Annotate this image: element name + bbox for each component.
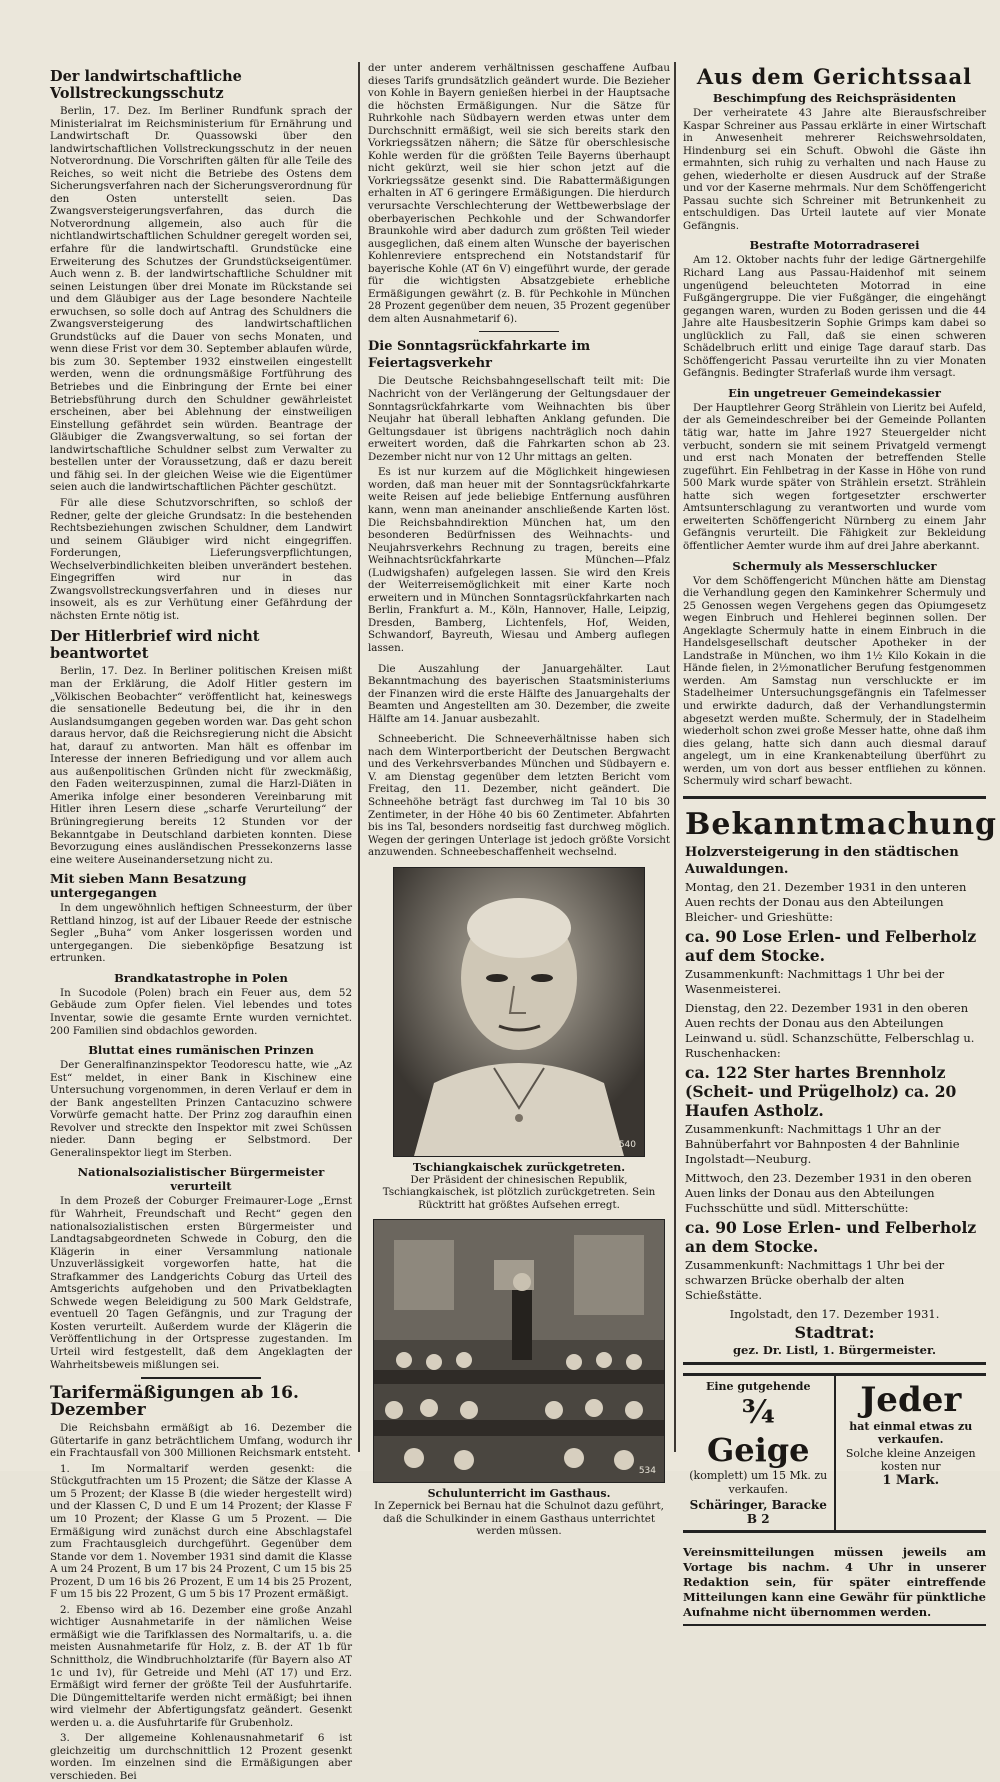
article-paragraph: Am 12. Oktober nachts fuhr der ledige Gärtnergehilfe Richard Lang aus Passau-Haidenhof mit seinem ungenügend beleuchteten Motorrad in eine Fußgängergruppe. Die vier Fußgänger, die eingehängt gegangen waren, wurden zu Boden gerissen und die 44 Jahre alte Hausbesitzerin Sophie Grimps kam dabei so unglücklich zu Fall, daß sie einen schweren Schädelbruch erlitt und einige Tage darauf starb. Das Schöffengericht Passau verurteilte ihn zu vier Monaten Gefängnis. Bedingter Straferlaß wurde ihm versagt. bbox=[683, 254, 986, 380]
divider bbox=[141, 1377, 261, 1379]
announcement-box bbox=[683, 796, 998, 1365]
column-2 bbox=[368, 62, 670, 1538]
article-paragraph: 3. Der allgemeine Kohlenausnahmetarif 6 ist gleichzeitig um durchschnittlich 12 Prozent gesenkt worden. Im einzelnen sind die Ermäßigungen aber verschieden. Bei bbox=[50, 1732, 352, 1782]
photo-number: 540 bbox=[618, 1139, 636, 1150]
classified-ads bbox=[683, 1373, 986, 1534]
article-headline: Die Sonntagsrückfahrkarte im Feiertagsverkehr bbox=[368, 339, 591, 372]
article-headline: Bluttat eines rumänischen Prinzen bbox=[88, 1043, 314, 1058]
article-paragraph: Für alle diese Schutzvorschriften, so schloß der Redner, gelte der gleiche Grundsatz: In die bestehenden Rechtsbeziehungen zwischen Schuldner, dem Landwirt und seinem Gläubiger wird nicht eingegriffen. Forderungen, Lieferungsverpflichtungen, Wechselverbindlichkeiten bleiben unverändert bestehen. Eingegriffen wird nur in das Zwangsvollstreckungsverfahren und in dieses nur insoweit, als es zur Verhütung einer Gefährdung der nächsten Ernte nötig ist. bbox=[50, 496, 352, 622]
ad-line: 1 Mark. bbox=[882, 1472, 940, 1488]
ad-line: Schäringer, Baracke B 2 bbox=[689, 1498, 827, 1526]
article-paragraph: Der verheiratete 43 Jahre alte Bierausfschreiber Kaspar Schreiner aus Passau erklärte in einer Wirtschaft in Anwesenheit mehrerer Reichswehrsoldaten, Hindenburg sei ein Schuft. Obwohl die Gäste ihn ermahnten, sich ruhig zu verhalten und nach Hause zu gehen, wiederholte er diesen Ausdruck auf der Straße und vor der Kaserne mehrmals. Nur dem Schöffengericht Passau suchte sich Schreiner mit Betrunkenheit zu entschuldigen. Das Urteil lautete auf vier Monate Gefängnis. bbox=[683, 107, 986, 232]
notice-text: Vereinsmitteilungen müssen jeweils am Vortage bis nachm. 4 Uhr in unserer Redaktion sein, für später eintreffende Mitteilungen kann eine Gewähr für pünktliche Aufnahme nicht übernommen werden. bbox=[683, 1545, 986, 1626]
article-paragraph: In dem Prozeß der Coburger Freimaurer-Loge „Ernst für Wahrheit, Freundschaft und Recht“ gegen den nationalsozialistischen ersten Bürgermeister und Landtagsabgeordneten Schwede in Coburg, den die Klägerin in einer Versammlung nationale Unzuverlässigkeit vorgeworfen hatte, hat die Strafkammer des Landgerichts Coburg das Urteil des Amtsgerichts aufgehoben und den Privatbeklagten Schwede wegen Beleidigung zu 500 Mark Geldstrafe, eventuell 20 Tagen Gefängnis, und zur Tragung der Kosten verurteilt. Außerdem wurde der Klägerin die Veröffentlichung in der Ortspresse zugestanden. Im Urteil wird festgestellt, daß dem Angeklagten der Wahrheitsbeweis mißlungen sei. bbox=[50, 1195, 352, 1371]
article-paragraph: Berlin, 17. Dez. In Berliner politischen Kreisen mißt man der Erklärung, die Adolf Hitler gestern im „Völkischen Beobachter“ veröffentlicht hat, keineswegs die sensationelle Bedeutung bei, die ihr in den Auslandsumgangen gegeben worden war. Das geht schon daraus hervor, daß die Reichsregierung nicht die Absicht hat, darauf zu antworten. Man hält es offenbar im Interesse der inneren Befriedigung und vor allem auch aus außenpolitischen Gründen nicht für zweckmäßig, den Faden weiterzuspinnen, zumal die Harzl-Diäten in Amerika infolge einer besonderen Vereinbarung mit Hitler ihren Lesern diese „scharfe Verurteilung“ der Brüningregierung bereits 12 Stunden vor der Bekanntgabe in Deutschland darbieten konnten. Diese Bevorzugung eines ausländischen Pressekonzerns lasse eine weitere Auseinandersetzung nicht zu. bbox=[50, 665, 352, 866]
photo-title: Tschiangkaischek zurückgetreten. bbox=[412, 1160, 626, 1174]
article-headline: Der Hitlerbrief wird nicht beantwortet bbox=[50, 628, 260, 663]
article-headline: Brandkatastrophe in Polen bbox=[114, 970, 288, 985]
small-ads-ad bbox=[834, 1376, 987, 1531]
article-paragraph: Berlin, 17. Dez. Im Berliner Rundfunk sprach der Ministerialrat im Reichsministerium für Ernährung und Landwirtschaft Dr. Quassowski über den landwirtschaftlichen Vollstreckungsschutz in der neuen Notverordnung. Die Vorschriften gälten für alle Teile des Reiches, so weit nicht die Betriebe des Ostens dem Sicherungsverfahren nach der Sicherungsverordnung für den Osten unterstellt seien. Das Zwangsversteigerungsverfahren, das durch die Notverordnung allgemein, also auch für die nichtlandwirtschaftlichen Schuldner geregelt worden sei, erfahre für die landwirtschaftl. Grundstücke eine Erweiterung des Schutzes der Grundstückseigentümer. Auch wenn z. B. der landwirtschaftliche Schuldner mit seinen Leistungen über drei Monate im Rückstande sei und dem Gläubiger aus der Lage besondere Nachteile erwuchsen, so solle doch auf Antrag des Schuldners die Zwangsversteigerung des landwirtschaftlichen Grundstücks auf die Dauer von sechs Monaten, und wenn diese Frist vor dem 30. September ablaufen würde, bis zum 30. September 1932 einstweilen eingestellt werden, wenn die ordnungsmäßige Fortführung des Betriebes und die Einbringung der Ernte bei einer Betriebsführung durch den Schuldner gewährleistet erscheinen, aber bei Ablehnung der einstweiligen Einstellung gefährdet sein würden. Beantrage der Gläubiger die Zwangsverwaltung, so sei fortan der landwirtschaftliche Schuldner selbst zum Verwalter zu bestellen unter der Voraussetzung, daß er dazu bereit und fähig sei. In der gleichen Weise wie die Eigentümer seien auch die landwirtschaftlichen Pächter geschützt. bbox=[50, 105, 352, 494]
announcement-line: Mittwoch, den 23. Dezember 1931 in den oberen Auen links der Donau aus den Abteilungen Fuchsschütte und südl. Mitterschütte: bbox=[685, 1170, 972, 1215]
ad-line: Eine gutgehende bbox=[705, 1379, 811, 1393]
article-headline: Mit sieben Mann Besatzung untergegangen bbox=[50, 871, 247, 901]
article-headline: Beschimpfung des Reichspräsidenten bbox=[712, 91, 957, 105]
article-paragraph: der unter anderem verhältnissen geschaffene Aufbau dieses Tarifs grundsätzlich geändert wurde. Die Bezieher von Kohle in Bayern genießen hierbei in der Hauptsache die höchsten Ermäßigungen. Nur die Sätze für Ruhrkohle nach Südbayern werden etwas unter dem Durchschnitt ermäßigt, weil sie sich bereits stark den Vorkriegssätzen nähern; die Sätze für oberschlesische Kohle werden für die größten Teile Bayerns überhaupt nicht gekürzt, weil sie hier schon jetzt auf die Vorkriegssätze gesenkt sind. Die Rabattermäßigungen erhalten in AT 6 geringere Ermäßigungen. Die hierdurch verursachte Verschlechterung der Wettbewerbslage der oberbayerischen Pechkohle und der Schwandorfer Braunkohle wird aber dadurch zum größten Teil wieder ausgeglichen, daß einem alten Wunsche der bayerischen Kohlenreviere entsprechend ein Notstandstarif für bayerische Kohle (AT 6n V) eingeführt wurde, der gerade für die wichtigsten Absatzgebiete erhebliche Ermäßigungen gewährt (z. B. für Pechkohle in München 28 Prozent gegenüber dem neuen, 35 Prozent gegenüber dem alten Ausnahmetarif 6). bbox=[368, 62, 670, 325]
announcement-line: ca. 90 Lose Erlen- und Felberholz an dem Stocke. bbox=[685, 1217, 977, 1256]
article-paragraph: Schneebericht. Die Schneeverhältnisse haben sich nach dem Winterportbericht der Deutschen Bergwacht und des Verkehrsverbandes München und Südbayern e. V. am Dienstag gegenüber dem letzten Bericht vom Freitag, den 11. Dezember, nicht geändert. Die Schneehöhe beträgt fast durchweg im Tal 10 bis 30 Zentimeter, in der Höhe 40 bis 60 Zentimeter. Abfahrten bis ins Tal, besonders nordseitig fast durchweg möglich. Wegen der geringen Unterlage ist jedoch größte Vorsicht anzuwenden. Schneebeschaffenheit wechselnd. bbox=[368, 733, 670, 859]
classroom-illustration bbox=[374, 1220, 664, 1482]
article-headline: Tarifermäßigungen ab 16. Dezember bbox=[50, 1383, 299, 1421]
article-paragraph: 1. Im Normaltarif werden gesenkt: die Stückgutfrachten um 15 Prozent; die Sätze der Klasse A um 5 Prozent; der Klasse B (die wieder hergestellt wird) und der Klassen C, D und E um 14 Prozent; der Klasse F um 10 Prozent; der Klasse G um 5 Prozent. — Die Ermäßigung wird zunächst durch eine Abschlagstafel zum Frachtausgleich durchgeführt. Gegenüber dem Stande vor dem 1. November 1931 sind damit die Klasse A um 24 Prozent, B um 17 bis 24 Prozent, C um 15 bis 25 Prozent, D um 16 bis 26 Prozent, E um 14 bis 25 Prozent, F um 15 bis 22 Prozent, G um 5 bis 17 Prozent ermäßigt. bbox=[50, 1462, 352, 1601]
portrait-illustration bbox=[394, 868, 644, 1156]
article-headline: Nationalsozialistischer Bürgermeister verurteilt bbox=[77, 1165, 325, 1194]
announcement-line: Zusammenkunft: Nachmittags 1 Uhr bei der schwarzen Brücke oberhalb der alten Schießstätte. bbox=[685, 1257, 945, 1302]
announcement-line: Dienstag, den 22. Dezember 1931 in den oberen Auen rechts der Donau aus den Abteilungen Leinwand u. südl. Schanzschütte, Felberschlag u. Ruschenhacken: bbox=[685, 1000, 975, 1060]
article-headline: Bestrafte Motorradraserei bbox=[749, 238, 920, 253]
article-headline: Ein ungetreuer Gemeindekassier bbox=[728, 385, 941, 400]
article-paragraph: In Sucodole (Polen) brach ein Feuer aus, dem 52 Gebäude zum Opfer fielen. Viel lebendes und totes Inventar, sowie die gesamte Ernte wurden vernichtet. 200 Familien sind obdachlos geworden. bbox=[50, 986, 352, 1037]
article-paragraph: Vor dem Schöffengericht München hätte am Dienstag die Verhandlung gegen den Kaminkehrer Schermuly und 25 Genossen wegen Vergehens gegen das Opiumgesetz wegen Einbruch und Hehlerei beginnen sollen. Der Angeklagte Schermuly hatte in einem Einbruch in die Handelsgesellschaft deutscher Apotheker in der Landstraße in München, wo ihm 1½ Kilo Kokain in die Hände fielen, in 2½monatlicher Berufung festgenommen werden. Am Samstag nun verschluckte er im Stadelheimer Untersuchungsgefängnis ein Tafelmesser und erwirkte dadurch, daß der Verhandlungstermin abgesetzt werden mußte. Schermuly, der in Stadelheim wiederholt schon zwei große Messer hatte, ohne daß ihm dies gelang, hatte sich dann auch diesmal darauf angelegt, um in eine Krankenabteilung überführt zu werden, um von dort aus besser entfliehen zu können. Schermuly wird scharf bewacht. bbox=[683, 574, 986, 788]
announcement-line: ca. 122 Ster hartes Brennholz (Scheit- und Prügelholz) ca. 20 Haufen Astholz. bbox=[685, 1062, 957, 1120]
announcement-line: Montag, den 21. Dezember 1931 in den unteren Auen rechts der Donau aus den Abteilungen Bleicher- und Grieshütte: bbox=[685, 879, 967, 924]
article-paragraph: Es ist nur kurzem auf die Möglichkeit hingewiesen worden, daß man heuer mit der Sonntagsrückfahrkarte weite Reisen auf jede beliebige Entfernung ausführen kann, wenn man aneinander anschließende Karten löst. Die Reichsbahndirektion München hat, um den besonderen Bedürfnissen des Weihnachts- und Neujahrsverkehrs Rechnung zu tragen, bereits eine Weihnachtsrückfahrkarte München—Pfalz (Ludwigshafen) aufgelegen lassen. Sie wird den Kreis der Weiterreisemöglichkeit mit einer Karte noch erweitern und in München Sonntagsrückfahrkarten nach Berlin, Frankfurt a. M., Köln, Hannover, Halle, Leipzig, Dresden, Bamberg, Lichtenfels, Hof, Weiden, Schwandorf, Bayreuth, Wiesau und Amberg auflegen lassen. bbox=[368, 466, 670, 654]
ad-line: (komplett) um 15 Mk. zu verkaufen. bbox=[689, 1469, 828, 1496]
ad-word: Geige bbox=[706, 1431, 810, 1470]
announcement-line: Holzversteigerung in den städtischen Auwaldungen. bbox=[685, 844, 959, 877]
article-paragraph: Die Deutsche Reichsbahngesellschaft teilt mit: Die Nachricht von der Verlängerung der Geltungsdauer der Sonntagsrückfahrkarte vom Weihnachten bis über Neujahr hat überall lebhaften Anklang gefunden. Die Geltungsdauer ist übrigens nachträglich noch dahin erweitert worden, daß die Fahrkarten schon ab 23. Dezember nicht nur von 12 Uhr mittags an gelten. bbox=[368, 375, 670, 463]
article-paragraph: Die Auszahlung der Januargehälter. Laut Bekanntmachung des bayerischen Staatsministeriums der Finanzen wird die erste Hälfte des Januargehalts der Beamten und Angestellten am 30. Dezember, die zweite Hälfte am 14. Januar ausbezahlt. bbox=[368, 662, 670, 725]
announcement-line: Zusammenkunft: Nachmittags 1 Uhr an der Bahnüberfahrt vor Bahnposten 4 der Bahnlinie Ingolstadt—Neuburg. bbox=[685, 1121, 960, 1166]
article-paragraph: In dem ungewöhnlich heftigen Schneesturm, der über Rettland hinzog, ist auf der Libauer Reede der estnische Segler „Buha“ vom Anker losgerissen worden und untergegangen. Die siebenköpfige Besatzung ist ertrunken. bbox=[50, 902, 352, 965]
column-rule bbox=[358, 62, 360, 1452]
section-headline: Aus dem Gerichtssaal bbox=[696, 64, 973, 89]
page-header-faded bbox=[30, 30, 990, 58]
article-paragraph: Der Hauptlehrer Georg Strählein von Lieritz bei Aufeld, der als Gemeindeschreiber bei der Gemeinde Pollanten tätig war, hatte im Jahre 1927 Steuergelder nicht verbucht, sondern sie mit seinem Privatgeld vermengt und erst nach Monaten der betreffenden Stelle zugeführt. Ein Fehlbetrag in der Kasse in Höhe von rund 500 Mark wurde später von Strählein ersetzt. Strählein hatte sich wegen fortgesetzter erschwerter Amtsunterschlagung zu verantworten und wurde vom erweiterten Schöffengericht Nürnberg zu einem Jahr Gefängnis verurteilt. Die Fähigkeit zur Bekleidung öffentlicher Aemter wurde ihm auf drei Jahre aberkannt. bbox=[683, 401, 986, 552]
article-headline: Der landwirtschaftliche Vollstreckungsschutz bbox=[50, 68, 242, 102]
photo-caption: Der Präsident der chinesischen Republik, Tschiangkaischek, ist plötzlich zurückgetreten. Sein Rücktritt hat größtes Aufsehen erregt. bbox=[382, 1173, 656, 1211]
classroom-photo bbox=[373, 1219, 665, 1483]
ad-headline: Jeder bbox=[860, 1379, 962, 1420]
ad-headline bbox=[685, 1393, 832, 1469]
photo-title: Schulunterricht im Gasthaus. bbox=[427, 1487, 611, 1501]
ad-line: Solche kleine Anzeigen kosten nur bbox=[845, 1446, 976, 1474]
announcement-line: gez. Dr. Listl, 1. Bürgermeister. bbox=[732, 1342, 937, 1357]
announcement-line: ca. 90 Lose Erlen- und Felberholz auf dem Stocke. bbox=[685, 926, 977, 965]
violin-ad bbox=[683, 1376, 834, 1531]
ad-fraction: ¾ bbox=[741, 1393, 775, 1432]
announcement-line: Zusammenkunft: Nachmittags 1 Uhr bei der Wasenmeisterei. bbox=[685, 966, 945, 996]
ad-line: hat einmal etwas zu verkaufen. bbox=[849, 1419, 973, 1447]
divider bbox=[479, 331, 559, 332]
column-3 bbox=[683, 62, 998, 1619]
column-rule bbox=[674, 62, 676, 1452]
announcement-line: Stadtrat: bbox=[794, 1322, 875, 1342]
article-paragraph: 2. Ebenso wird ab 16. Dezember eine große Anzahl wichtiger Ausnahmetarife in der nämlichen Weise ermäßigt wie die Tarifklassen des Normaltarifs, u. a. die meisten Ausnahmetarife für Holz, z. B. der AT 1b für Schnittholz, die Windbruchholztarife (für Bayern also AT 1c und 1v), für Getreide und Mehl (AT 17) und Erz. Ermäßigt wird ferner der größte Teil der Ausfuhrtarife. Die Düngemitteltarife werden nicht ermäßigt; bei ihnen wird vielmehr der Abfertigungsfatz geändert. Gesenkt werden u. a. die Ausfuhrtarife für Grubenholz. bbox=[50, 1603, 352, 1729]
portrait-photo bbox=[393, 867, 645, 1157]
article-paragraph: Die Reichsbahn ermäßigt ab 16. Dezember die Gütertarife in ganz beträchtlichem Umfang, wodurch ihr ein Frachtausfall von 300 Millionen Reichsmark entsteht. bbox=[50, 1422, 352, 1460]
article-paragraph: Der Generalfinanzinspektor Teodorescu hatte, wie „Az Est“ meldet, in einer Bank in Kischinew eine Untersuchung vorgenommen, in deren Verlauf er dem in der Bank angestellten Prinzen Cantacuzino schwere Vorwürfe gemacht hatte. Der Prinz zog daraufhin einen Revolver und streckte den Inspektor mit zwei Schüssen nieder. Dann beging er Selbstmord. Der Generalinspektor liegt im Sterben. bbox=[50, 1059, 352, 1159]
announcement-line: Ingolstadt, den 17. Dezember 1931. bbox=[729, 1306, 940, 1321]
announcement-title: Bekanntmachung bbox=[685, 806, 998, 842]
photo-caption: In Zepernick bei Bernau hat die Schulnot dazu geführt, daß die Schulkinder in einem Gasthaus unterrichtet werden müssen. bbox=[374, 1500, 664, 1538]
article-headline: Schermuly als Messerschlucker bbox=[732, 558, 937, 573]
photo-number: 534 bbox=[638, 1466, 656, 1477]
column-1 bbox=[50, 62, 352, 1782]
